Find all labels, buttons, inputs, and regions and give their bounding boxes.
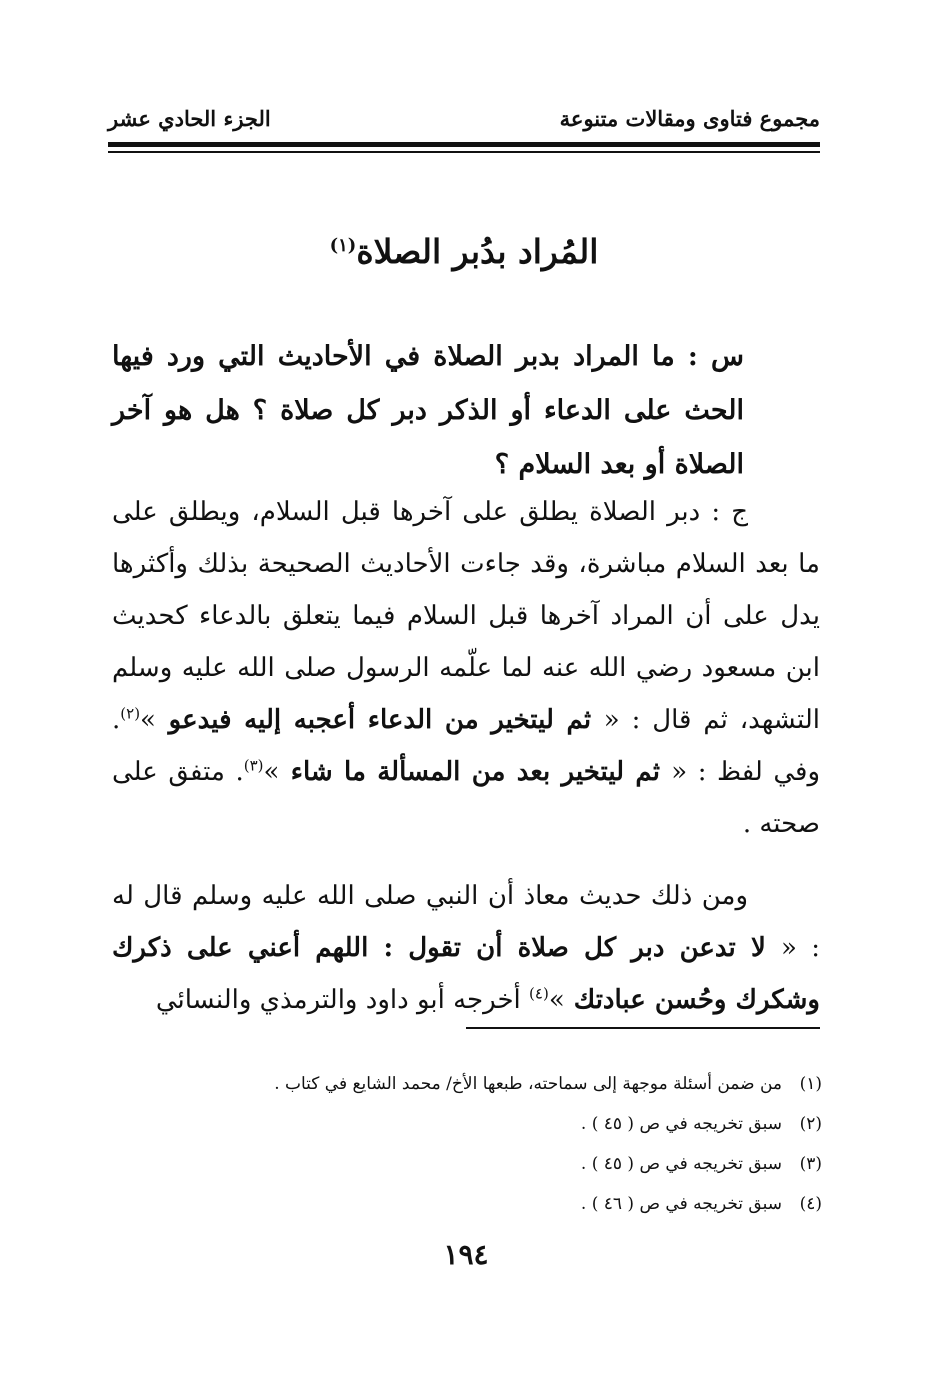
quote-close: »: [140, 705, 156, 735]
hadith-quote: ثم ليتخير من الدعاء أعجبه إليه فيدعو: [155, 705, 604, 735]
footnotes: [102, 1064, 822, 1224]
answer-paragraph-2: [112, 870, 820, 1026]
article-title: [108, 232, 820, 271]
footnote-number: (١): [799, 1074, 822, 1094]
footnote-ref-4: (٤): [529, 984, 549, 1003]
footnote-item: [102, 1184, 822, 1224]
footnote-number: (٣): [799, 1154, 822, 1174]
answer-text: ومن ذلك حديث معاذ أن النبي صلى الله عليه وسلم قال له : «: [112, 881, 821, 963]
footnote-number: (٢): [799, 1114, 822, 1134]
header-rule-thin: [108, 151, 820, 153]
footnote-separator: [466, 1027, 820, 1029]
article-title-text: المُراد بدُبر الصلاة: [356, 232, 599, 271]
footnote-text: سبق تخريجه في ص ( ٤٦ ) .: [580, 1194, 782, 1214]
footnote-number: (٤): [799, 1194, 822, 1214]
quote-close: »: [548, 985, 565, 1015]
footnote-item: [102, 1064, 822, 1104]
hadith-quote: لا تدعن دبر كل صلاة أن تقول : اللهم أعني على ذكرك وشكرك وحُسن عبادتك: [112, 933, 820, 1015]
title-footnote-ref: (١): [329, 235, 357, 256]
footnote-text: سبق تخريجه في ص ( ٤٥ ) .: [580, 1154, 782, 1174]
footnote-text: سبق تخريجه في ص ( ٤٥ ) .: [580, 1114, 782, 1134]
answer-paragraph-1: [112, 486, 820, 850]
answer-text: ج : دبر الصلاة يطلق على آخرها قبل السلام، ويطلق على ما بعد السلام مباشرة، وقد جاءت الأحاديث الصحيحة بذلك وأكثرها يدل على أن المراد آخرها قبل السلام فيما يتعلق بالدعاء كحديث ابن مسعود رضي الله عنه لما علّمه الرسول صلى الله عليه وسلم التشهد، ثم قال : «: [112, 497, 820, 735]
answer-text: . وفي لفظ : «: [112, 705, 820, 787]
answer-body: [112, 486, 820, 1046]
running-header: [108, 106, 820, 136]
footnote-item: [102, 1144, 822, 1184]
footnote-ref-2: (٢): [120, 704, 141, 723]
footnote-text: من ضمن أسئلة موجهة إلى سماحته، طبعها الأخ/ محمد الشايع في كتاب .: [274, 1074, 782, 1094]
quote-close: »: [263, 757, 280, 787]
footnote-ref-3: (٣): [243, 756, 264, 775]
page-number: ١٩٤: [443, 1238, 489, 1271]
book-title: مجموع فتاوى ومقالات متنوعة: [559, 106, 820, 131]
answer-text: أخرجه أبو داود والترمذي والنسائي: [155, 985, 530, 1015]
volume-label: الجزء الحادي عشر: [108, 106, 271, 131]
question-paragraph: س : ما المراد بدبر الصلاة في الأحاديث التي ورد فيها الحث على الدعاء أو الذكر دبر كل صلاة ؟ هل هو آخر الصلاة أو بعد السلام ؟: [112, 341, 744, 480]
answer-text: . متفق على صحته .: [112, 757, 820, 839]
header-rule-thick: [108, 142, 820, 147]
footnote-item: [102, 1104, 822, 1144]
hadith-quote: ثم ليتخير بعد من المسألة ما شاء: [279, 757, 672, 787]
